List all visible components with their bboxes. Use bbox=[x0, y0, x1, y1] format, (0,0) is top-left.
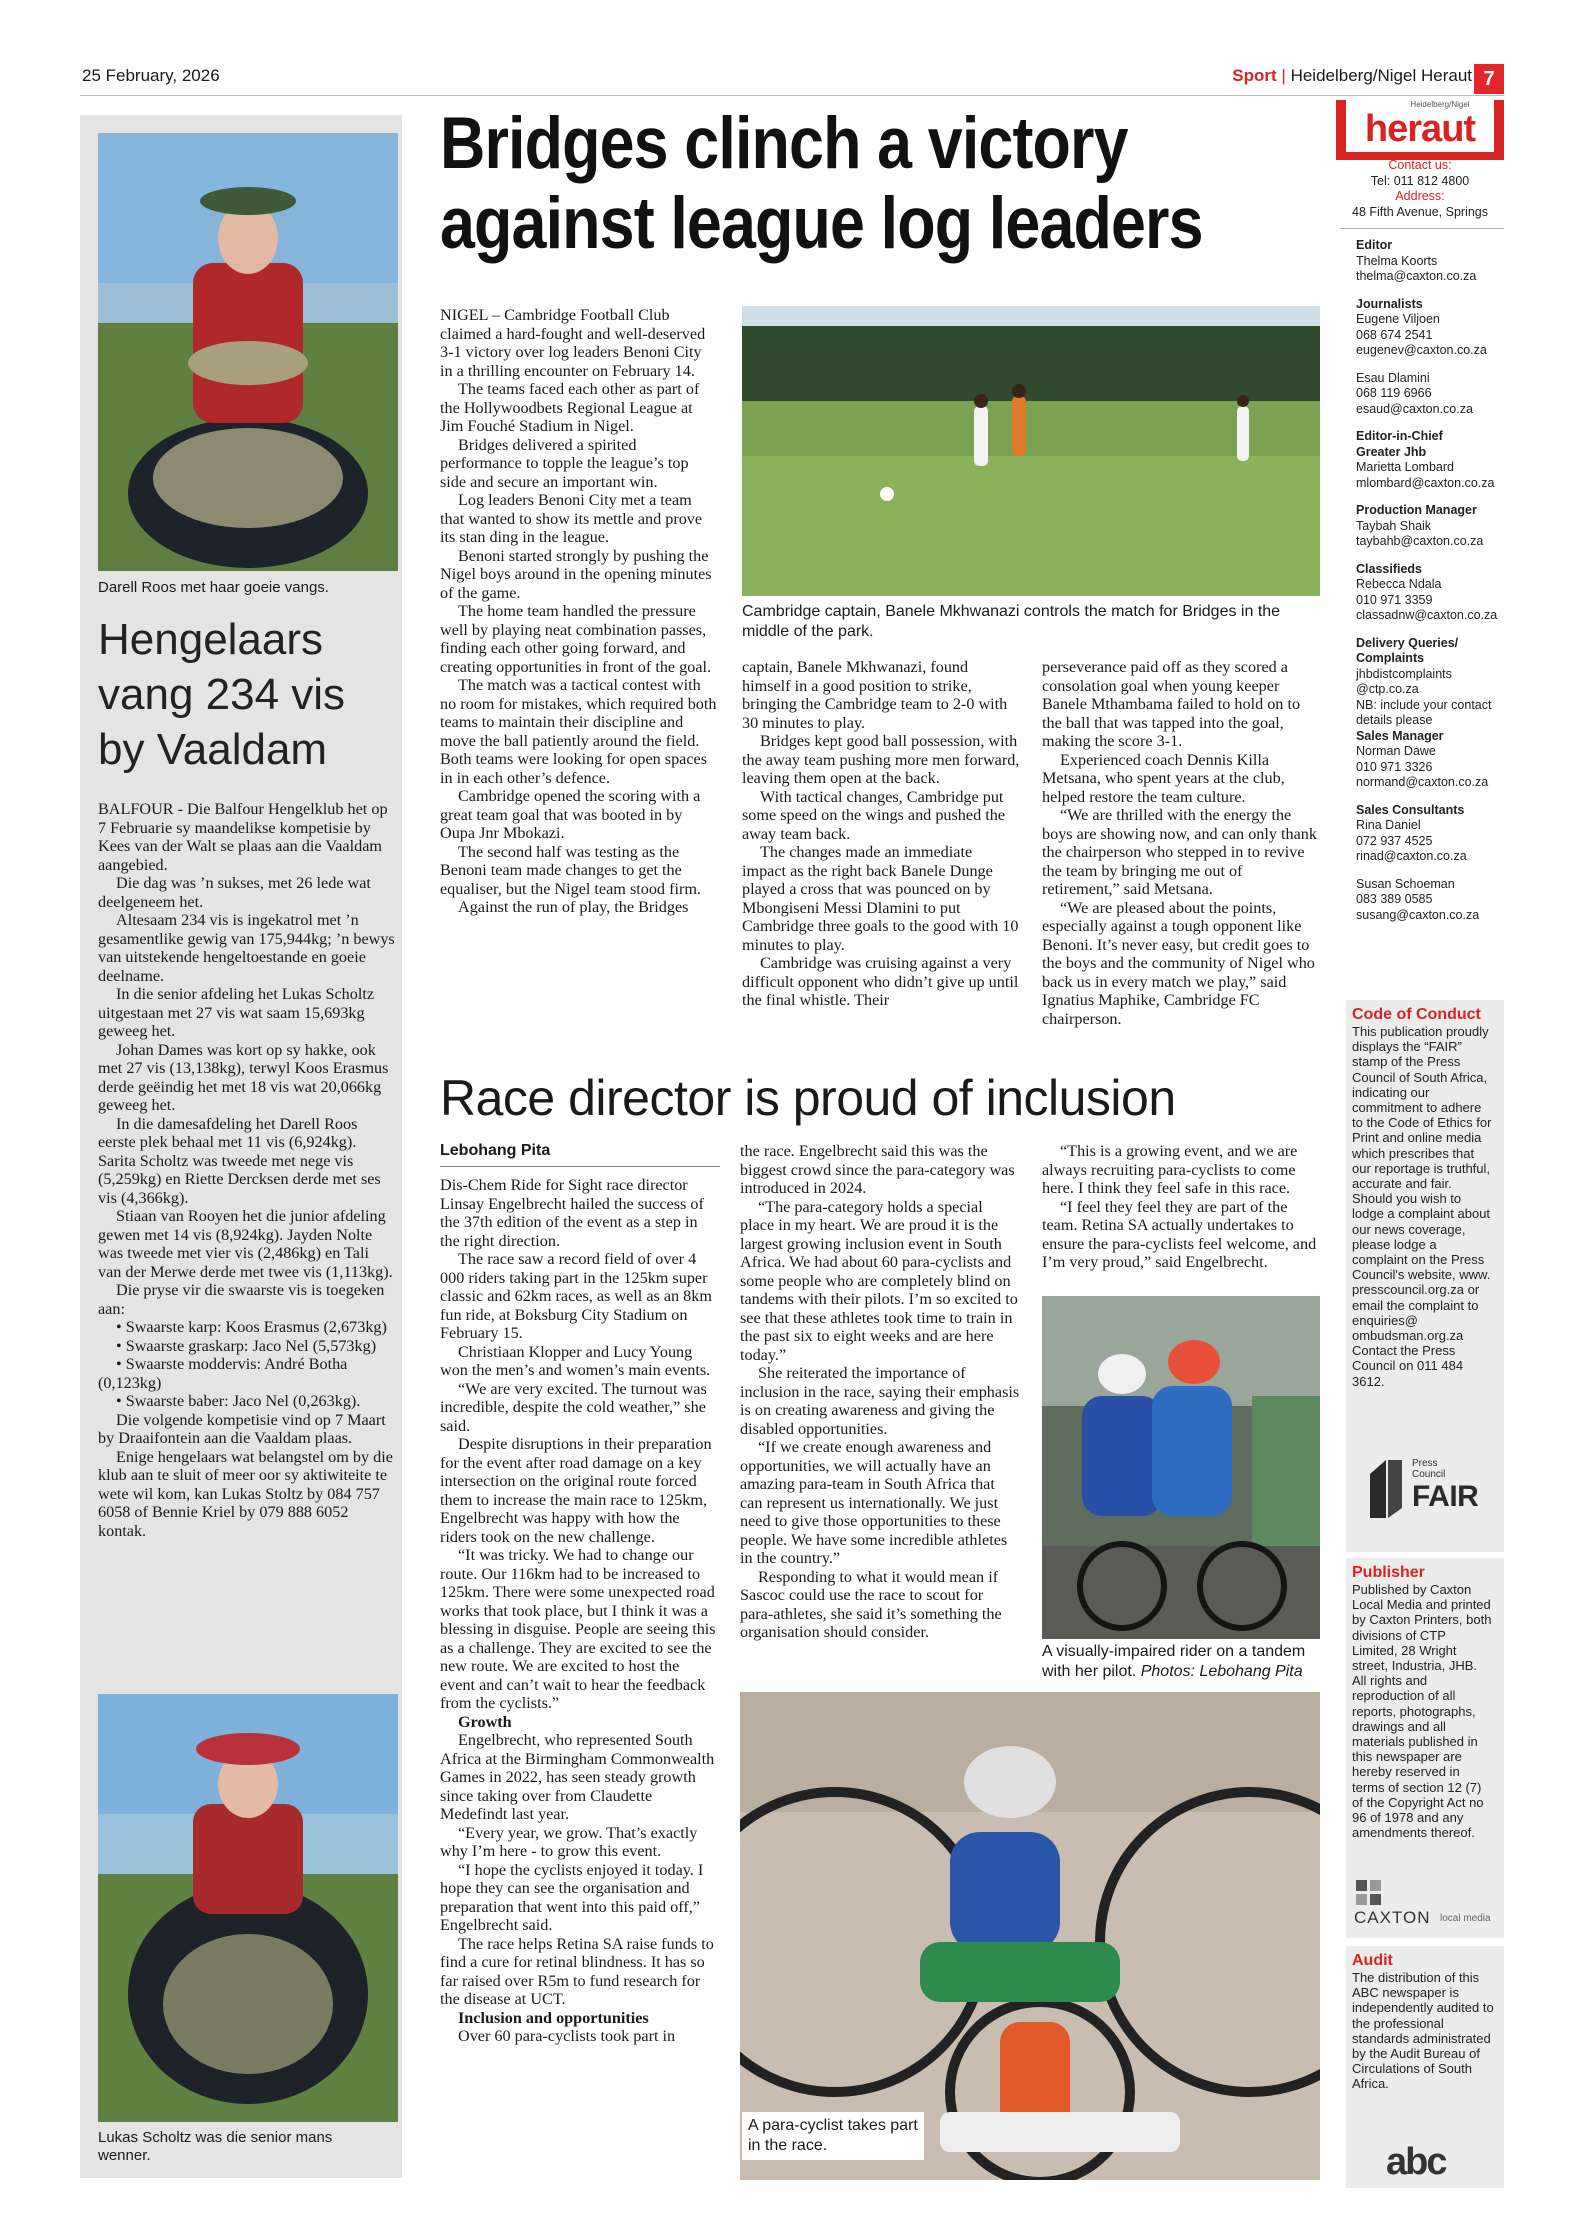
angler-photo-lukas bbox=[98, 1694, 398, 2122]
press-council-fair-logo bbox=[1366, 1456, 1496, 1526]
paragraph: Benoni started strongly by pushing the Nigel boys around in the opening minutes of the game. bbox=[440, 546, 712, 602]
coc-text: This publication proudly displays the “FAIR” stamp of the Press Council of South Africa, indicating our commitment to adhere to the Code of Ethics for Print and online media which prescribes that our reportage is truthful, accurate and fair. Should you wish to lodge a complaint about our news coverage, please lodge a complaint on the Press Council's website, www. presscouncil.org.za or email the complaint to enquiries@ ombudsman.org.za Contact the Press Council on 011 484 3612. bbox=[1352, 1024, 1492, 1389]
subheading: Growth bbox=[458, 1712, 512, 1731]
angler-photo-darell bbox=[98, 133, 398, 571]
byline-rule bbox=[440, 1166, 720, 1167]
paragraph: • Swaarste baber: Jaco Nel (0,263kg). bbox=[116, 1392, 361, 1410]
paragraph: With tactical changes, Cambridge put some speed on the wings and pushed the away team back. bbox=[742, 787, 1005, 843]
tandem-caption-text: A visually-impaired rider on a tandem with her pilot. bbox=[1042, 1643, 1306, 1680]
paragraph: “We are very excited. The turnout was incredible, despite the cold weather,” she said. bbox=[440, 1379, 707, 1435]
paragraph: In die senior afdeling het Lukas Scholtz uitgestaan met 27 vis wat saam 15,693kg geweeg het. bbox=[98, 985, 375, 1040]
journalist-email: eugenev@caxton.co.za bbox=[1356, 343, 1487, 357]
address-label: Address: bbox=[1395, 189, 1445, 203]
publication-name: Heidelberg/Nigel Heraut bbox=[1290, 66, 1472, 85]
sales-manager-tel: 010 971 3326 bbox=[1356, 759, 1433, 774]
editor-label: Editor bbox=[1356, 238, 1393, 252]
paragraph: Bridges kept good ball possession, with the away team pushing more men forward, leaving them open at the back. bbox=[742, 732, 1020, 787]
paragraph: “I feel they feel they are part of the team. Retina SA actually undertakes to ensure the para-cyclists feel welcome, and I’m very proud,” said Engelbrecht. bbox=[1042, 1197, 1317, 1271]
sidebar-contact bbox=[1340, 158, 1500, 220]
heraut-logo: heraut bbox=[1364, 108, 1476, 150]
fair-small-text: Press bbox=[1412, 1458, 1438, 1469]
fair-big-text: FAIR bbox=[1412, 1480, 1479, 1513]
paragraph: The teams faced each other as part of the Hollywoodbets Regional League at Jim Fouché Stadium in Nigel. bbox=[440, 380, 700, 435]
contact-tel: Tel: 011 812 4800 bbox=[1370, 173, 1470, 188]
journalist-name: Eugene Viljoen bbox=[1356, 312, 1440, 326]
delivery-note: NB: include your contact bbox=[1356, 697, 1492, 712]
pm-name: Taybah Shaik bbox=[1356, 518, 1432, 533]
paragraph: • Swaarste karp: Koos Erasmus (2,673kg) bbox=[116, 1318, 387, 1336]
contact-label: Contact us: bbox=[1388, 158, 1452, 172]
header-divider bbox=[80, 95, 1504, 96]
article-body-hengelaars bbox=[98, 800, 396, 1540]
paragraph: • Swaarste graskarp: Jaco Nel (5,573kg) bbox=[116, 1336, 377, 1355]
paragraph: Die volgende kompetisie vind op 7 Maart by Draaifontein aan die Vaaldam plaas. bbox=[98, 1410, 386, 1447]
consultant-email: susang@caxton.co.za bbox=[1356, 907, 1480, 922]
paragraph: She reiterated the importance of inclusion in the race, saying their emphasis is on creating awareness and giving the disabled opportunities. bbox=[740, 1364, 1020, 1438]
sidebar-divider bbox=[1340, 228, 1504, 229]
editor-email: thelma@caxton.co.za bbox=[1356, 269, 1477, 283]
issue-date: 25 February, 2026 bbox=[82, 66, 220, 85]
photo-caption: Lukas Scholtz was die senior mans wenner. bbox=[98, 2129, 333, 2164]
eic-name: Marietta Lombard bbox=[1356, 460, 1454, 474]
code-of-conduct-box bbox=[1346, 1000, 1504, 1552]
journalist-tel: 068 674 2541 bbox=[1356, 327, 1433, 342]
para-cyclist-photo bbox=[740, 1692, 1320, 2180]
journalist-name: Esau Dlamini bbox=[1356, 370, 1430, 385]
delivery-note-2: details please bbox=[1356, 713, 1433, 727]
race-column-3 bbox=[1042, 1142, 1320, 1272]
subheading: Inclusion and opportunities bbox=[458, 2008, 649, 2027]
pm-label: Production Manager bbox=[1356, 503, 1477, 517]
delivery-email-domain: @ctp.co.za bbox=[1356, 682, 1419, 696]
article-byline: Lebohang Pita bbox=[440, 1142, 551, 1159]
audit-heading: Audit bbox=[1352, 1952, 1393, 1969]
photo-caption: Cambridge captain, Banele Mkhwanazi controls the match for Bridges in the middle of the park. bbox=[742, 603, 1281, 640]
consultant-tel: 072 937 4525 bbox=[1356, 833, 1433, 848]
paragraph: “Every year, we grow. That’s exactly why I’m here - to grow this event. bbox=[440, 1823, 698, 1860]
paragraph: Dis-Chem Ride for Sight race director Linsay Engelbrecht hailed the success of the 37th edition of the event as a step in the right direction. bbox=[440, 1176, 704, 1250]
eic-label: Editor-in-Chief bbox=[1356, 429, 1443, 443]
classifieds-email: classadnw@caxton.co.za bbox=[1356, 608, 1498, 622]
bridges-column-1 bbox=[440, 306, 718, 917]
eic-label-region: Greater Jhb bbox=[1356, 444, 1427, 459]
fair-icon bbox=[1366, 1456, 1406, 1522]
paragraph: “We are pleased about the points, especially against a tough opponent like Benoni. It’s never easy, but credit goes to the boys and the community of Nigel who back us in every match we play,” said Ignatius Maphike, Cambridge FC chairperson. bbox=[1042, 898, 1315, 1028]
delivery-email: jhbdistcomplaints bbox=[1356, 666, 1452, 681]
paragraph: Christiaan Klopper and Lucy Young won the men’s and women’s main events. bbox=[440, 1342, 711, 1379]
soccer-match-photo bbox=[742, 306, 1320, 596]
journalist-tel: 068 119 6966 bbox=[1356, 386, 1432, 400]
page-number: 7 bbox=[1474, 64, 1504, 94]
publisher-text: Published by Caxton Local Media and printed by Caxton Printers, both divisions of CTP Limited, 28 Wright street, Industria, JHB. All rights and reproduction of all reports, photographs, drawings and all materials published in this newspaper are hereby reserved in terms of section 12 (7) of the Copyright Act no 96 of 1978 and any amendments thereof. bbox=[1352, 1582, 1492, 1841]
journalists-label: Journalists bbox=[1356, 296, 1423, 311]
sidebar-logo bbox=[1346, 100, 1494, 152]
race-column-1 bbox=[440, 1176, 718, 2046]
photo-caption: Darell Roos met haar goeie vangs. bbox=[98, 579, 329, 596]
consultant-name: Susan Schoeman bbox=[1356, 876, 1455, 891]
paragraph: “This is a growing event, and we are always recruiting para-cyclists to come here. I think they feel safe in this race. bbox=[1042, 1142, 1298, 1197]
paragraph: The match was a tactical contest with no room for mistakes, which required both teams to maintain their discipline and move the ball patiently around the field. Both teams were looking for open spaces in in each other’s defence. bbox=[440, 676, 717, 787]
editor-name: Thelma Koorts bbox=[1356, 253, 1438, 268]
audit-text: The distribution of this ABC newspaper is independently audited to the professional standards administrated by the Audit Bureau of Circulations of South Africa. bbox=[1352, 1970, 1494, 2092]
pm-email: taybahb@caxton.co.za bbox=[1356, 534, 1484, 548]
section-header: Sport | Heidelberg/Nigel Heraut bbox=[1232, 66, 1472, 85]
classifieds-tel: 010 971 3359 bbox=[1356, 592, 1433, 607]
caxton-logo bbox=[1354, 1878, 1504, 1930]
para-caption-text: A para-cyclist takes part in the race. bbox=[748, 2117, 918, 2154]
paragraph: the race. Engelbrecht said this was the biggest crowd since the para-category was introduced in 2024. bbox=[740, 1142, 1015, 1197]
paragraph: Cambridge was cruising against a very difficult opponent who didn’t give up until the final whistle. Their bbox=[742, 954, 1019, 1009]
paragraph: The changes made an immediate impact as the right back Banele Dunge played a cross that was pounced on by Mbongiseni Messi Dlamini to put Cambridge three goals to the good with 10 minutes to play. bbox=[742, 843, 1019, 954]
section-name: Sport bbox=[1232, 66, 1277, 85]
sales-manager-email: normand@caxton.co.za bbox=[1356, 775, 1489, 789]
article-headline-bridges: Bridges clinch a victory against league log leaders bbox=[440, 103, 1203, 264]
fair-small-text-2: Council bbox=[1412, 1469, 1446, 1480]
paragraph: Engelbrecht, who represented South Africa at the Birmingham Commonwealth Games in 2022, has seen steady growth since taking over from Claudette Medefindt last year. bbox=[440, 1731, 715, 1823]
paragraph: BALFOUR - Die Balfour Hengelklub het op 7 Februarie sy maandelikse kompetisie by Kees van der Walt se plaas aan die Vaaldam aangebied. bbox=[98, 800, 388, 874]
paragraph: Over 60 para-cyclists took part in bbox=[458, 2027, 676, 2045]
paragraph: NIGEL – Cambridge Football Club claimed a hard-fought and well-deserved 3-1 victory over log leaders Benoni City in a thrilling encounter on February 14. bbox=[440, 306, 706, 380]
photo-caption bbox=[1042, 1642, 1332, 1682]
paragraph: Against the run of play, the Bridges bbox=[458, 898, 689, 916]
paragraph: Experienced coach Dennis Killa Metsana, who spent years at the club, helped restore the team culture. bbox=[1042, 750, 1285, 806]
contact-address: 48 Fifth Avenue, Springs bbox=[1352, 204, 1488, 219]
logo-small-text: Heidelberg/Nigel bbox=[1410, 100, 1470, 109]
sidebar-staff-list bbox=[1356, 238, 1501, 923]
bridges-column-3 bbox=[1042, 658, 1320, 1028]
paragraph: Johan Dames was kort op sy hakke, ook met 27 vis (13,138kg), terwyl Koos Erasmus derde geëindig het met 18 vis wat 20,066kg geweeg het. bbox=[98, 1040, 389, 1114]
consultant-tel: 083 389 0585 bbox=[1356, 892, 1433, 906]
audit-box bbox=[1346, 1946, 1504, 2188]
paragraph: perseverance paid off as they scored a consolation goal when young keeper Banele Mthambama failed to hold on to the ball that was tapped into the goal, making the score 3-1. bbox=[1042, 658, 1301, 750]
article-headline-hengelaars: Hengelaars vang 234 vis by Vaaldam bbox=[98, 615, 346, 774]
paragraph: The race saw a record field of over 4 000 riders taking part in the 125km super classic and 62km races, as well as an 8km fun ride, at Boksburg City Stadium on February 15. bbox=[440, 1250, 712, 1342]
classifieds-name: Rebecca Ndala bbox=[1356, 577, 1442, 591]
paragraph: Log leaders Benoni City met a team that wanted to show its mettle and prove its stan ding in the league. bbox=[440, 491, 703, 546]
paragraph: In die damesafdeling het Darell Roos eerste plek behaal met 11 vis (6,924kg). Sarita Scholtz was tweede met nege vis (5,259kg) en Riette Dercksen derde met ses vis (4,366kg). bbox=[98, 1114, 381, 1207]
paragraph: Responding to what it would mean if Sascoc could use the race to scout for para-athletes, she said it’s something the organisation should consider. bbox=[740, 1567, 1002, 1641]
race-column-2 bbox=[740, 1142, 1020, 1642]
delivery-label: Delivery Queries/ bbox=[1356, 635, 1459, 650]
paragraph: Die dag was ’n sukses, met 26 lede wat deelgeneem het. bbox=[98, 874, 371, 911]
paragraph: Die pryse vir die swaarste vis is toegeken aan: bbox=[98, 1281, 385, 1318]
consultant-name: Rina Daniel bbox=[1356, 818, 1421, 832]
photo-caption-box bbox=[742, 2112, 924, 2160]
eic-email: mlombard@caxton.co.za bbox=[1356, 475, 1495, 490]
bridges-column-2 bbox=[742, 658, 1020, 1010]
paragraph: captain, Banele Mkhwanazi, found himself in a good position to strike, bringing the Cambridge team to 2-0 with 30 minutes to play. bbox=[742, 658, 1008, 732]
paragraph: • Swaarste moddervis: André Botha (0,123kg) bbox=[98, 1355, 348, 1392]
classifieds-label: Classifieds bbox=[1356, 561, 1423, 576]
paragraph: Cambridge opened the scoring with a great team goal that was booted in by Oupa Jnr Mbokazi. bbox=[440, 787, 701, 842]
caxton-wordmark: CAXTON bbox=[1354, 1908, 1431, 1927]
caxton-icon bbox=[1354, 1878, 1384, 1908]
paragraph: Despite disruptions in their preparation for the event after road damage on a key intersection on the original route forced them to increase the main race to 125km, Engelbrecht was happy with how the riders took on the new challenge. bbox=[440, 1435, 712, 1546]
paragraph: “If we create enough awareness and opportunities, we will actually have an amazing para-team in South Africa that can represent us internationally. We just need to give those opportunities to these people. We have some incredible athletes in the country.” bbox=[740, 1438, 1008, 1567]
complaints-label: Complaints bbox=[1356, 651, 1425, 665]
sales-manager-name: Norman Dawe bbox=[1356, 744, 1436, 758]
paragraph: The home team handled the pressure well by playing neat combination passes, finding each other going forward, and creating opportunities in front of the goal. bbox=[440, 602, 712, 676]
paragraph: “We are thrilled with the energy the boys are showing now, and can only thank the chairperson who stepped in to revive the team by bringing me out of retirement,” said Metsana. bbox=[1042, 806, 1317, 898]
photo-credit: Photos: Lebohang Pita bbox=[1140, 1663, 1303, 1680]
paragraph: Altesaam 234 vis is ingekatrol met ’n gesamentlike gewig van 175,944kg; ’n bewys van uitstekende hengeltoestande en goeie deelname. bbox=[98, 911, 395, 985]
paragraph: Stiaan van Rooyen het die junior afdeling gewen met 14 vis (8,924kg). Jayden Nolte was tweede met vier vis (2,486kg) en Tali van der Merwe derde met twee vis (1,113kg). bbox=[98, 1207, 393, 1281]
article-headline-race: Race director is proud of inclusion bbox=[440, 1070, 1176, 1126]
sales-consultants-label: Sales Consultants bbox=[1356, 802, 1465, 817]
paragraph: “It was tricky. We had to change our route. Our 116km had to be increased to 125km. There were some unexpected road works that took place, but I think it was a blessing in disguise. People are seeing this as a challenge. They are excited to see the new route. We are excited to host the event and can’t wait to hear the feedback from the cyclists.” bbox=[440, 1546, 716, 1712]
paragraph: “The para-category holds a special place in my heart. We are proud it is the largest growing inclusion event in South Africa. We had about 60 para-cyclists and some people who are completely blind on tandems with their pilots. I’m so excited to see that these athletes took time to train in the past six to eight weeks and are here today.” bbox=[740, 1197, 1018, 1364]
coc-heading: Code of Conduct bbox=[1352, 1006, 1481, 1023]
abc-logo: abc bbox=[1386, 2141, 1446, 2183]
publisher-box bbox=[1346, 1558, 1504, 1938]
publisher-heading: Publisher bbox=[1352, 1564, 1425, 1581]
paragraph: The race helps Retina SA raise funds to find a cure for retinal blindness. It has so far raised over R5m to fund research for the disease at UCT. bbox=[440, 1934, 714, 2008]
paragraph: Enige hengelaars wat belangstel om by die klub aan te sluit of meer oor sy aktiwiteite te wete wil kom, kan Lukas Stoltz by 084 757 6058 of Bennie Kriel by 079 888 6052 kontak. bbox=[98, 1447, 393, 1540]
journalist-email: esaud@caxton.co.za bbox=[1356, 401, 1473, 416]
consultant-email: rinad@caxton.co.za bbox=[1356, 849, 1467, 863]
paragraph: Bridges delivered a spirited performance to topple the league’s top side and secure an important win. bbox=[440, 435, 689, 491]
paragraph: “I hope the cyclists enjoyed it today. I hope they can see the organisation and preparation that went into this paid off,” Engelbrecht said. bbox=[440, 1860, 704, 1934]
sales-manager-label: Sales Manager bbox=[1356, 728, 1444, 743]
tandem-cyclists-photo bbox=[1042, 1296, 1320, 1639]
caxton-small-text: local media bbox=[1440, 1913, 1491, 1924]
paragraph: The second half was testing as the Benoni team made changes to get the equaliser, but the Nigel team stood firm. bbox=[440, 842, 701, 898]
